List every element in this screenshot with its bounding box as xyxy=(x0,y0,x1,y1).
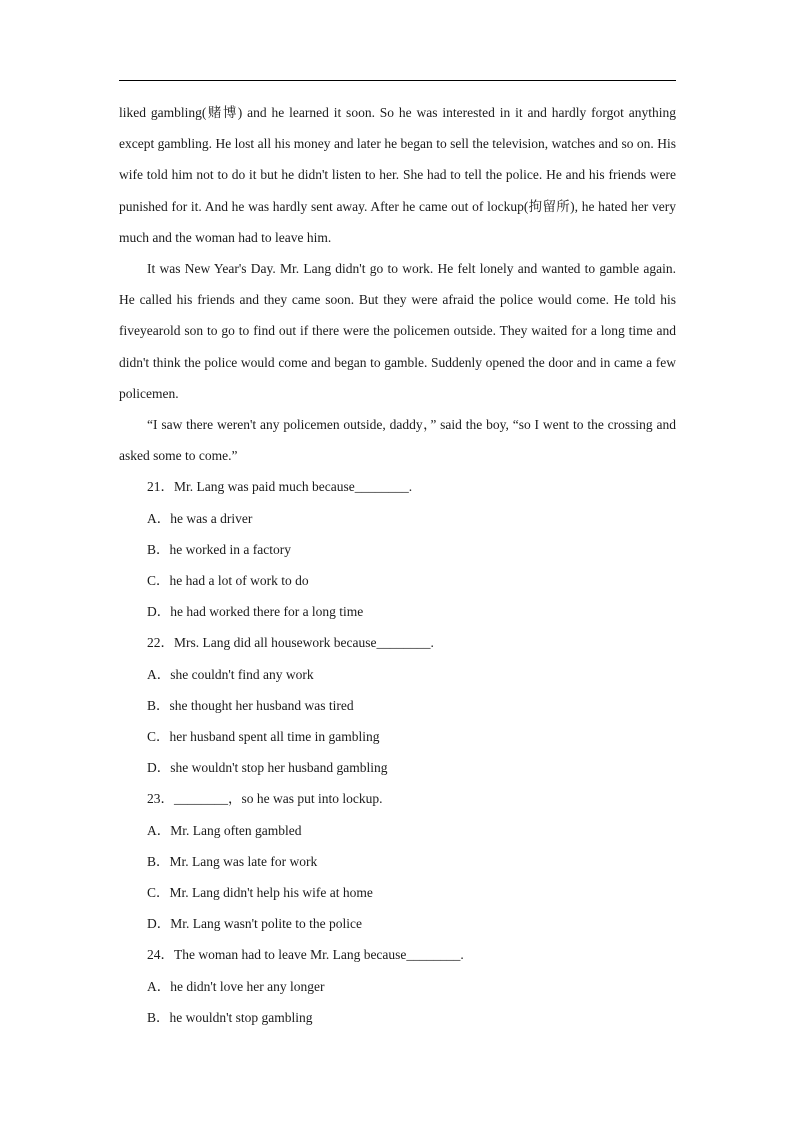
question-24 xyxy=(119,939,676,1033)
question-22 xyxy=(119,627,676,783)
option-d[interactable]: D．he had worked there for a long time xyxy=(147,604,364,620)
question-stem: 21．Mr. Lang was paid much because________. xyxy=(147,479,413,495)
option-b[interactable]: B．Mr. Lang was late for work xyxy=(147,853,318,869)
option-a[interactable]: A．she couldn't find any work xyxy=(147,666,314,682)
question-stem: 24．The woman had to leave Mr. Lang because________. xyxy=(147,947,464,963)
option-a[interactable]: A．he was a driver xyxy=(147,510,253,526)
option-b[interactable]: B．she thought her husband was tired xyxy=(147,697,354,713)
header-rule xyxy=(119,80,676,81)
option-a[interactable]: A．he didn't love her any longer xyxy=(147,978,325,994)
option-c[interactable]: C．he had a lot of work to do xyxy=(147,573,309,589)
passage-paragraph-1: liked gambling(赌博) and he learned it soon. So he was interested in it and hardly forgot anything except gambling. He lost all his money and later he began to sell the television, watches and so on. His wife told him not to do it but he didn't listen to her. She had to tell the police. He and his friends were punished for it. And he was hardly sent away. After he came out of lockup(拘留所), he hated her very much and the woman had to leave him. xyxy=(119,105,676,245)
option-d[interactable]: D．Mr. Lang wasn't polite to the police xyxy=(147,916,363,932)
page-content xyxy=(119,97,676,1033)
option-c[interactable]: C．her husband spent all time in gambling xyxy=(147,729,380,745)
option-c[interactable]: C．Mr. Lang didn't help his wife at home xyxy=(147,885,373,901)
option-d[interactable]: D．she wouldn't stop her husband gambling xyxy=(147,760,388,776)
question-stem: 22．Mrs. Lang did all housework because________. xyxy=(147,635,434,651)
option-b[interactable]: B．he worked in a factory xyxy=(147,541,291,557)
question-23 xyxy=(119,783,676,939)
question-21 xyxy=(119,471,676,627)
passage-paragraph-2: It was New Year's Day. Mr. Lang didn't go to work. He felt lonely and wanted to gamble again. He called his friends and they came soon. But they were afraid the police would come. He told his fiveyearold son to go to find out if there were the policemen outside. They waited for a long time and didn't think the police would come and began to gamble. Suddenly opened the door and in came a few policemen. xyxy=(119,261,676,401)
option-b[interactable]: B．he wouldn't stop gambling xyxy=(147,1009,313,1025)
passage-paragraph-3: “I saw there weren't any policemen outside, daddy，” said the boy, “so I went to the crossing and asked some to come.” xyxy=(119,417,676,464)
option-a[interactable]: A．Mr. Lang often gambled xyxy=(147,822,302,838)
question-stem: 23．________，so he was put into lockup. xyxy=(147,791,383,807)
